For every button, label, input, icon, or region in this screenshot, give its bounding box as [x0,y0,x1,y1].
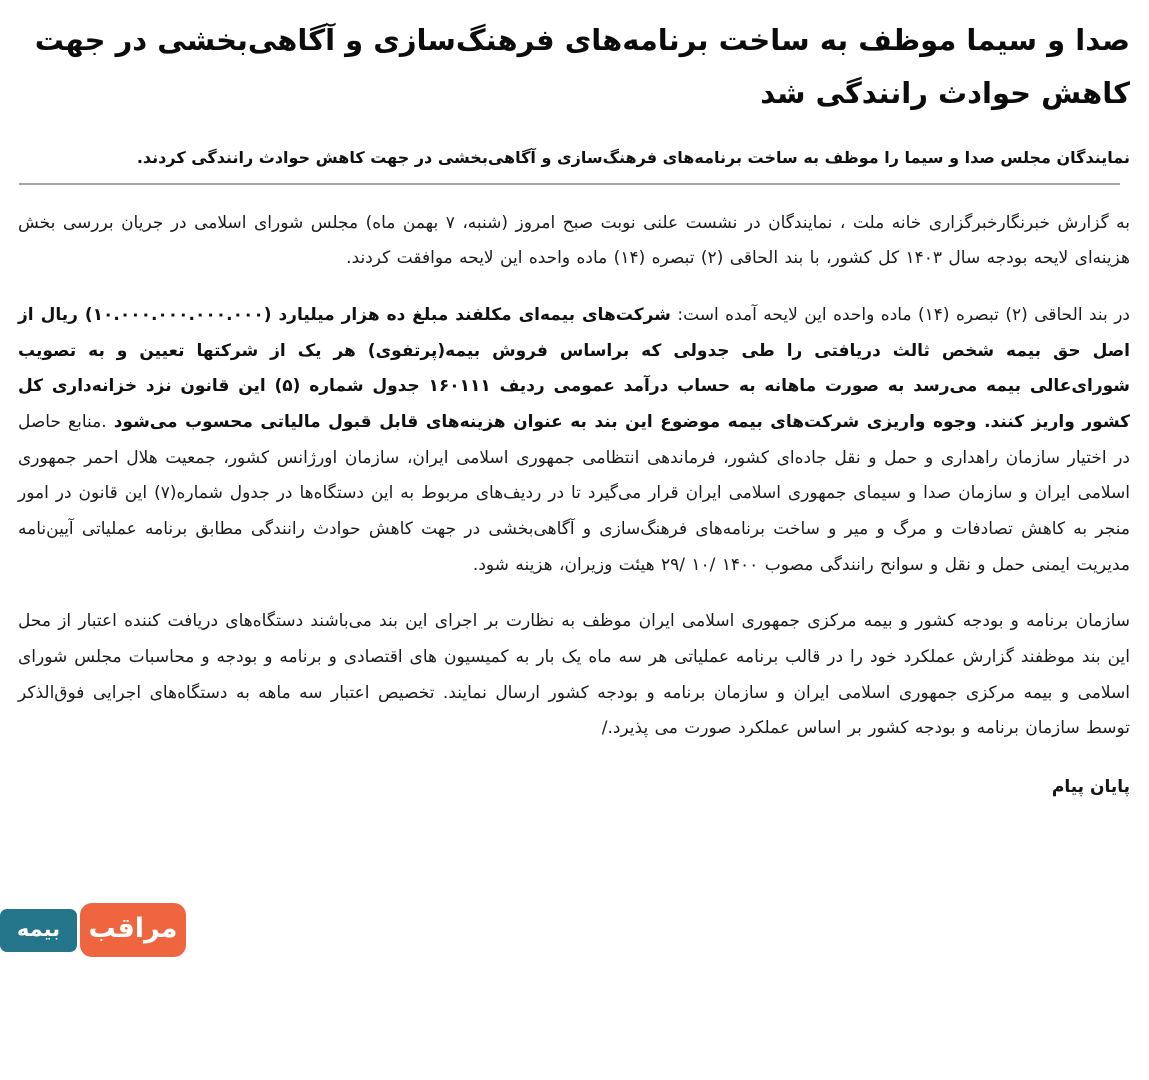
logo-badge-moragheb: مراقب [80,903,186,957]
end-of-message-label: پایان پیام [1051,777,1130,798]
logo-badge-bimeh: بیمه [0,909,77,952]
article-lead: نمایندگان مجلس صدا و سیما را موظف به ساخت برنامه‌های فرهنگ‌سازی و آگاهی‌بخشی در جهت کاهش حوادث رانندگی کردند. [136,147,1130,167]
article-title: صدا و سیما موظف به ساخت برنامه‌های فرهنگ‌سازی و آگاهی‌بخشی در جهت کاهش حوادث رانندگی شد [34,23,1130,110]
paragraph-budget-clause [18,298,1130,584]
moragheb-bimeh-logo [0,903,200,959]
divider [19,183,1120,185]
clause-bold-text: شرکت‌های بیمه‌ای مکلفند مبلغ ده هزار میلیارد (۱۰.۰۰۰.۰۰۰.۰۰۰.۰۰۰) ریال از اصل حق بیمه شخص ثالث دریافتی را طی جدولی که براساس فروش بیمه(پرتفوی) هر یک از شرکتها تعیین و به تصویب شورای‌عالی بیمه می‌رسد به صورت ماهانه به حساب درآمد عمومی ردیف ۱۶۰۱۱۱ جدول شماره (۵) این قانون نزد خزانه‌داری کل کشور واریز کنند. وجوه واریزی شرکت‌های بیمه موضوع این بند به عنوان هزینه‌های قابل قبول مالیاتی محسوب می‌شود [18,304,1131,432]
clause-intro: در بند الحاقی (۲) تبصره (۱۴) ماده واحده این لایحه آمده است: [670,304,1130,325]
clause-rest: .منابع حاصل در اختیار سازمان راهداری و حمل و نقل جاده‌ای کشور، فرماندهی انتظامی جمهوری اسلامی ایران، سازمان اورژانس کشور، جمعیت هلال احمر جمهوری اسلامی ایران و سازمان صدا و سیمای جمهوری اسلامی ایران قرار می‌گیرد تا در ردیف‌های مربوط به این دستگاه‌ها در جدول شماره(۷) این قانون در امور منجر به کاهش تصادفات و مرگ و میر و ساخت برنامه‌های فرهنگ‌سازی و آگاهی‌بخشی در جهت کاهش حوادث رانندگی مطابق برنامه عملیاتی آیین‌نامه مدیریت ایمنی حمل و نقل و سوانح رانندگی مصوب ‪۲۹/ ۱۰/ ۱۴۰۰‬ هیئت وزیران، هزینه شود. [18,411,1130,575]
paragraph-report: به گزارش خبرنگارخبرگزاری خانه ملت ، نمایندگان در نشست علنی نوبت صبح امروز (شنبه، ۷ بهمن ماه) مجلس شورای اسلامی در جریان بررسی بخش هزینه‌ای لایحه بودجه سال ۱۴۰۳ کل کشور، با بند الحاقی (۲) تبصره (۱۴) ماده واحده این لایحه موافقت کردند. [18,212,1131,269]
paragraph-oversight: سازمان برنامه و بودجه کشور و بیمه مرکزی جمهوری اسلامی ایران موظف به نظارت بر اجرای این بند می‌باشند دستگاه‌های دریافت کننده اعتبار از محل این بند موظفند گزارش عملکرد خود را در قالب برنامه عملیاتی هر سه ماه یک بار به کمیسیون های اقتصادی و برنامه و بودجه و محاسبات مجلس شورای اسلامی و بیمه مرکزی جمهوری اسلامی ایران و سازمان برنامه و بودجه کشور ارسال نمایند. تخصیص اعتبار سه ماهه به دستگاه‌های اجرایی فوق‌الذکر توسط سازمان برنامه و بودجه کشور بر اساس عملکرد صورت می پذیرد./ [18,611,1130,739]
